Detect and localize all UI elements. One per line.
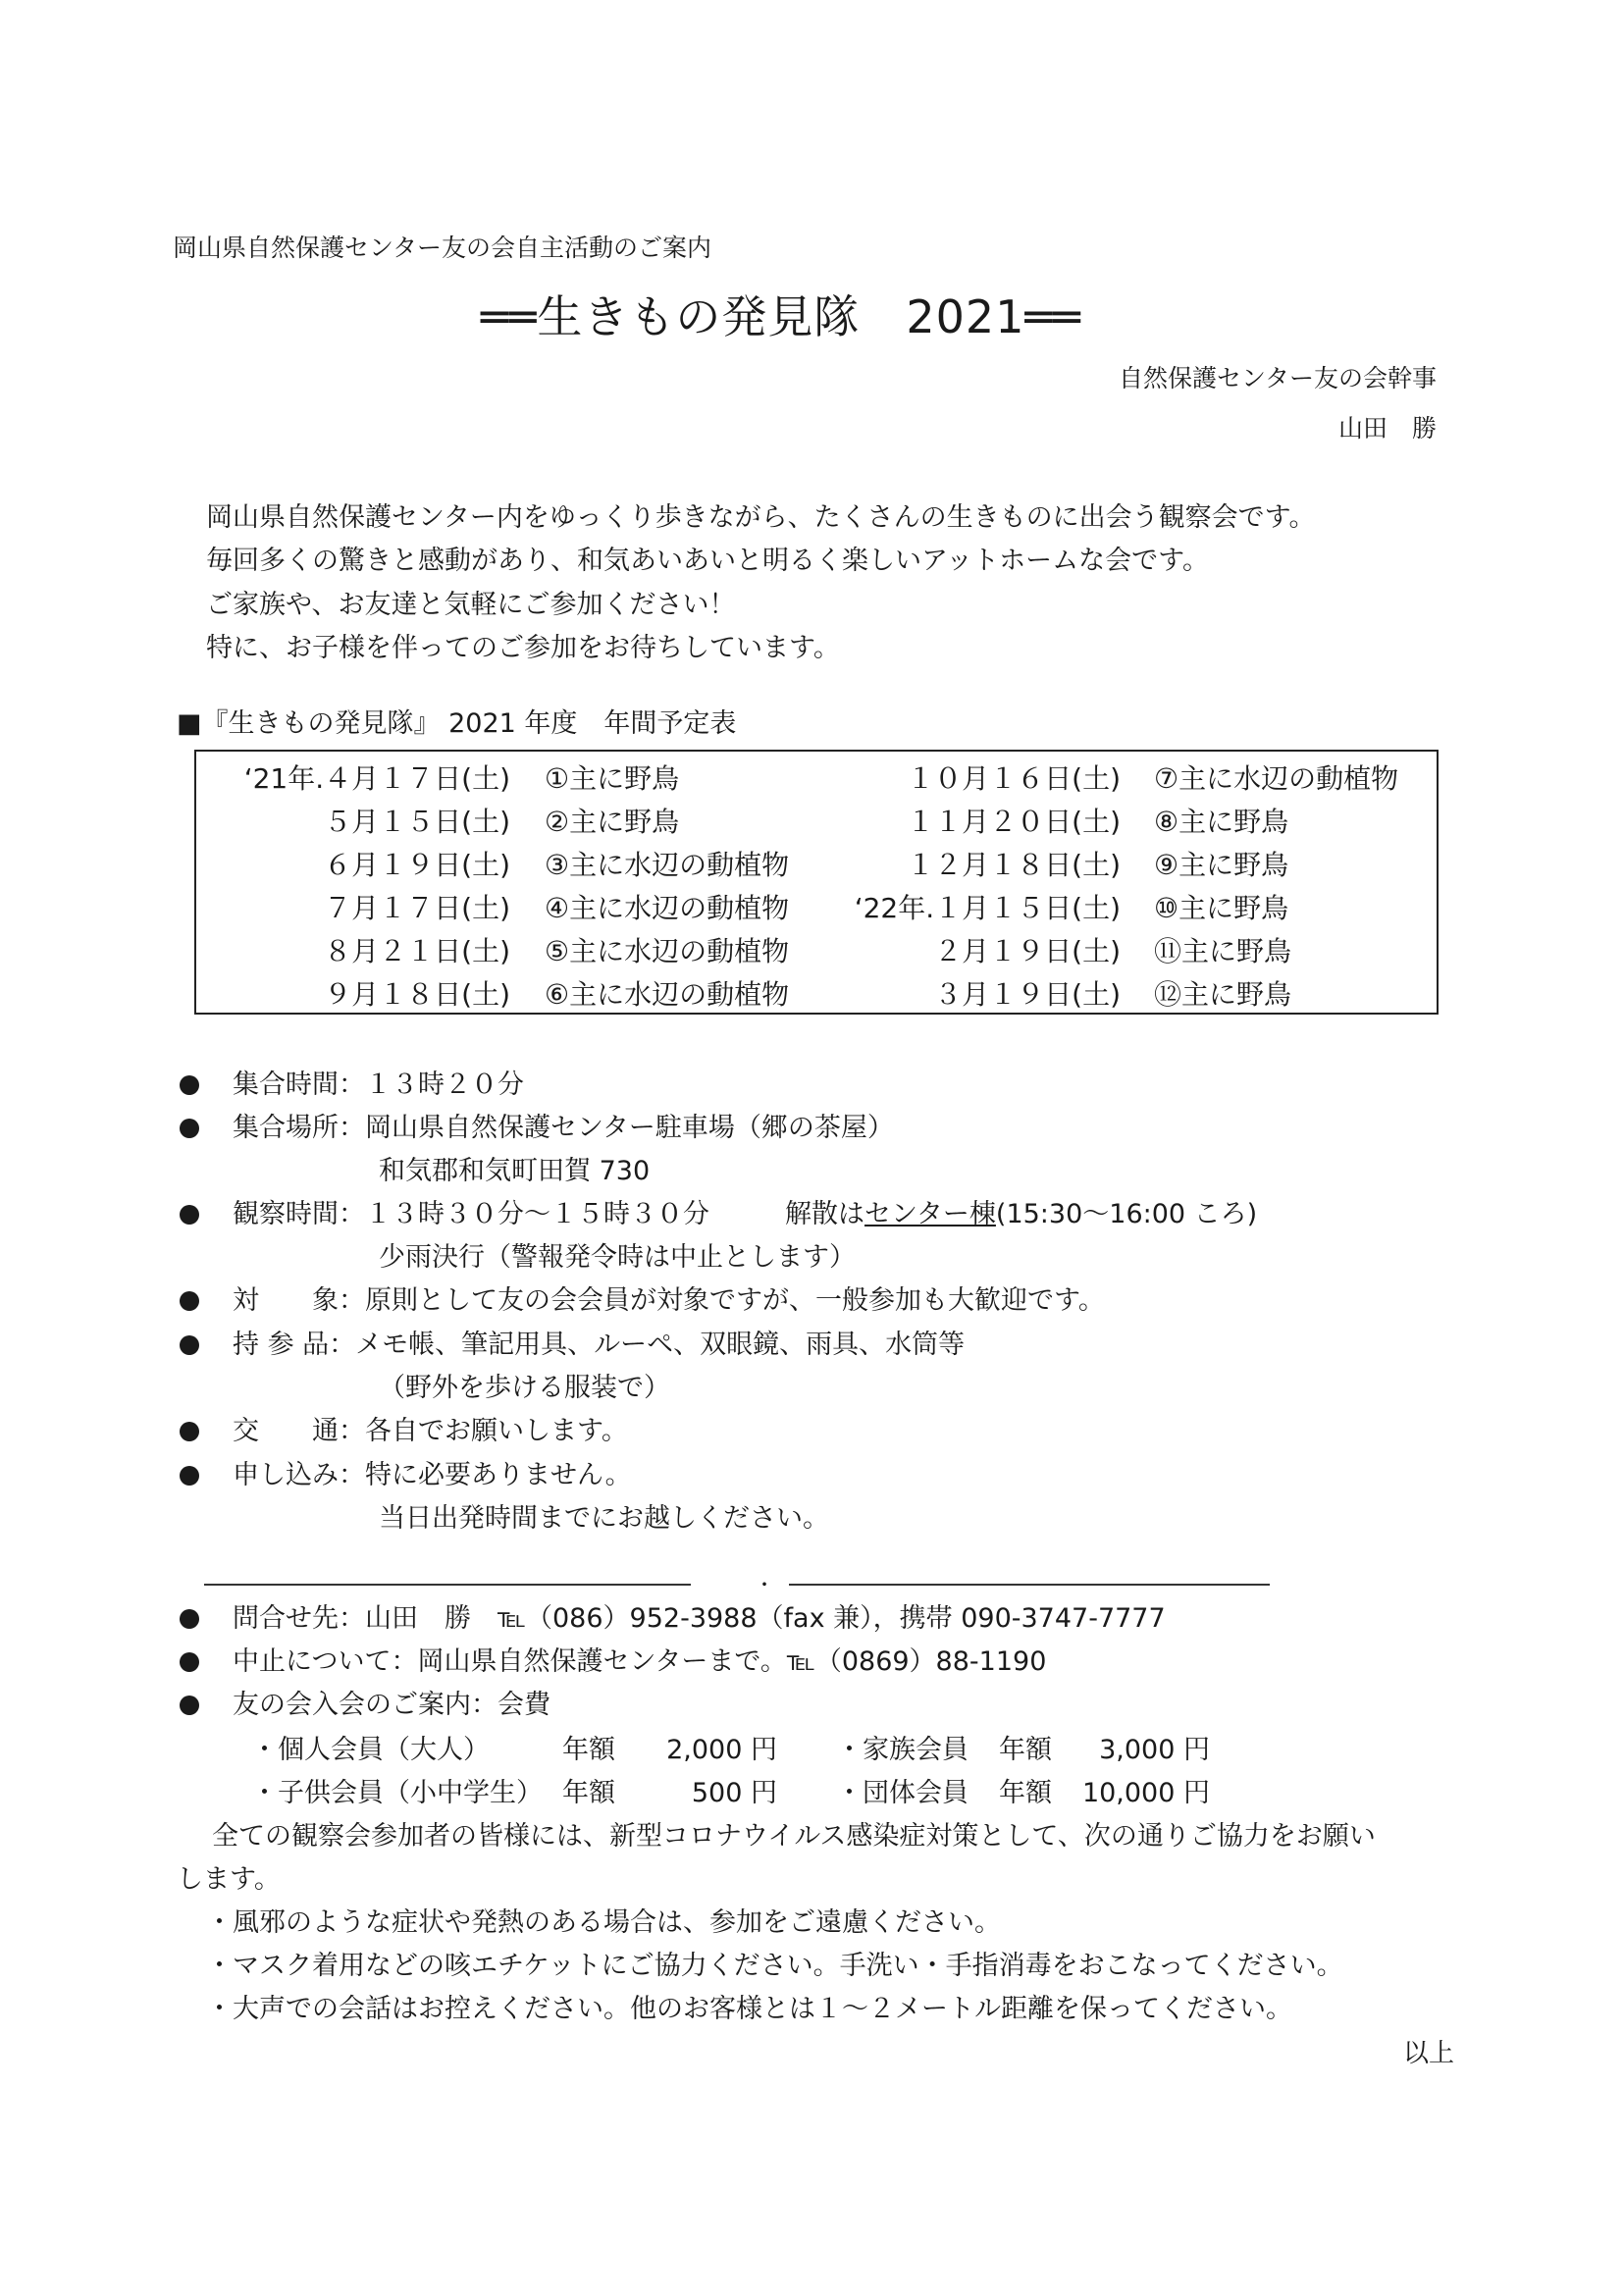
weather-note: 少雨決行（警報発令時は中止とします） (379, 1242, 856, 1273)
schedule-date: ７月１７日(土) (324, 892, 510, 924)
covid-item: ・風邪のような症状や発熱のある場合は、参加をご遠慮ください。 (206, 1907, 1001, 1938)
separator-line (204, 1584, 691, 1586)
schedule-topic: ⑨主に野鳥 (1154, 849, 1289, 881)
schedule-topic: ⑥主に水辺の動植物 (545, 978, 790, 1011)
cancellation-info: 中止について：岡山県自然保護センターまで。℡（0869）88-1190 (233, 1646, 1047, 1677)
bullet-icon (180, 1466, 199, 1486)
closing-mark: 以上 (1402, 2039, 1454, 2068)
fee-name: ・子供会員（小中学生） (251, 1778, 543, 1808)
fee-name: ・個人会員（大人） (251, 1735, 490, 1765)
schedule-date: ８月２１日(土) (324, 935, 510, 967)
contact-info: 問合せ先：山田 勝 ℡（086）952-3988（fax 兼），携帯 090-3747-7777 (233, 1603, 1166, 1634)
separator-dot: ・ (755, 1573, 774, 1596)
schedule-topic: ⑫主に野鳥 (1154, 978, 1292, 1011)
application-note: 当日出発時間までにお越しください。 (379, 1503, 829, 1534)
transportation: 交 通：各自でお願いします。 (233, 1416, 628, 1446)
fee-label: 年額 (562, 1735, 615, 1765)
covid-item: ・大声での会話はお控えください。他のお客様とは１～２メートル距離を保ってください。 (206, 1994, 1292, 2024)
bullet-icon (180, 1609, 199, 1629)
bullet-icon (180, 1422, 199, 1441)
items-to-bring: 持 参 品：メモ帳、筆記用具、ルーペ、双眼鏡、雨具、水筒等 (233, 1330, 966, 1360)
schedule-topic: ①主に野鳥 (545, 762, 680, 795)
covid-item: ・マスク着用などの咳エチケットにご協力ください。手洗い・手指消毒をおこなってください。 (206, 1951, 1343, 1981)
fee-amount: 2,000 円 (666, 1735, 777, 1765)
fee-amount: 3,000 円 (1099, 1735, 1210, 1765)
intro-line: 毎回多くの驚きと感動があり、和気あいあいと明るく楽しいアットホームな会です。 (206, 546, 1209, 576)
intro-line: 特に、お子様を伴ってのご参加をお待ちしています。 (206, 633, 840, 663)
bullet-icon (180, 1696, 199, 1715)
schedule-date: ‘21年.４月１７日(土) (243, 762, 510, 795)
disband-prefix: 解散は (785, 1199, 864, 1229)
page-title: ══生きもの発見隊 2021══ (481, 290, 1081, 343)
observation-time: 観察時間：１３時３０分～１５時３０分 (233, 1199, 709, 1229)
schedule-topic: ⑩主に野鳥 (1154, 892, 1289, 924)
disband-time: (15:30～16:00 ころ) (995, 1199, 1258, 1229)
intro-line: 岡山県自然保護センター内をゆっくり歩きながら、たくさんの生きものに出会う観察会です。 (206, 502, 1316, 533)
disband-place: センター棟 (864, 1199, 996, 1229)
schedule-date: ９月１８日(土) (324, 978, 510, 1011)
fee-label: 年額 (999, 1778, 1052, 1808)
schedule-topic: ⑦主に水辺の動植物 (1154, 762, 1399, 795)
application: 申し込み：特に必要ありません。 (233, 1460, 632, 1490)
fee-name: ・家族会員 (836, 1735, 969, 1765)
schedule-date: ３月１９日(土) (934, 978, 1121, 1011)
schedule-date: ２月１９日(土) (934, 935, 1121, 967)
target-audience: 対 象：原則として友の会会員が対象ですが、一般参加も大歓迎です。 (233, 1285, 1105, 1316)
bullet-icon (180, 1291, 199, 1311)
schedule-heading: ■『生きもの発見隊』 2021 年度 年間予定表 (177, 708, 737, 739)
fee-label: 年額 (999, 1735, 1052, 1765)
fee-label: 年額 (562, 1778, 615, 1808)
clothing-note: （野外を歩ける服装で） (379, 1373, 670, 1403)
meeting-time: 集合時間：１３時２０分 (233, 1070, 524, 1100)
schedule-date: １２月１８日(土) (907, 849, 1121, 881)
organization-line: 岡山県自然保護センター友の会自主活動のご案内 (173, 234, 712, 262)
author-organization: 自然保護センター友の会幹事 (1118, 364, 1437, 392)
bullet-icon (180, 1119, 199, 1138)
covid-intro: 全ての観察会参加者の皆様には、新型コロナウイルス感染症対策として、次の通りご協力をお願い (212, 1821, 1376, 1852)
covid-intro: します。 (177, 1864, 281, 1895)
intro-line: ご家族や、お友達と気軽にご参加ください！ (206, 590, 736, 620)
meeting-place: 集合場所：岡山県自然保護センター駐車場（郷の茶屋） (233, 1113, 894, 1143)
disband-info (785, 1201, 1257, 1227)
membership-info: 友の会入会のご案内：会費 (233, 1690, 550, 1720)
schedule-date: ６月１９日(土) (324, 849, 510, 881)
bullet-icon (180, 1205, 199, 1225)
separator-line (789, 1584, 1270, 1586)
schedule-date: １１月２０日(土) (907, 806, 1121, 838)
schedule-topic: ⑧主に野鳥 (1154, 806, 1289, 838)
fee-amount: 500 円 (691, 1778, 777, 1808)
author-name: 山田 勝 (1337, 414, 1437, 443)
fee-name: ・団体会員 (836, 1778, 969, 1808)
schedule-topic: ⑤主に水辺の動植物 (545, 935, 790, 967)
bullet-icon (180, 1652, 199, 1672)
schedule-topic: ⑪主に野鳥 (1154, 935, 1292, 967)
bullet-icon (180, 1075, 199, 1095)
schedule-topic: ③主に水辺の動植物 (545, 849, 790, 881)
schedule-topic: ④主に水辺の動植物 (545, 892, 790, 924)
schedule-date: ５月１５日(土) (324, 806, 510, 838)
schedule-topic: ②主に野鳥 (545, 806, 680, 838)
schedule-date: １０月１６日(土) (907, 762, 1121, 795)
schedule-date: ‘22年.１月１５日(土) (854, 892, 1121, 924)
meeting-address: 和気郡和気町田賀 730 (379, 1156, 651, 1186)
bullet-icon (180, 1335, 199, 1355)
fee-amount: 10,000 円 (1081, 1778, 1210, 1808)
